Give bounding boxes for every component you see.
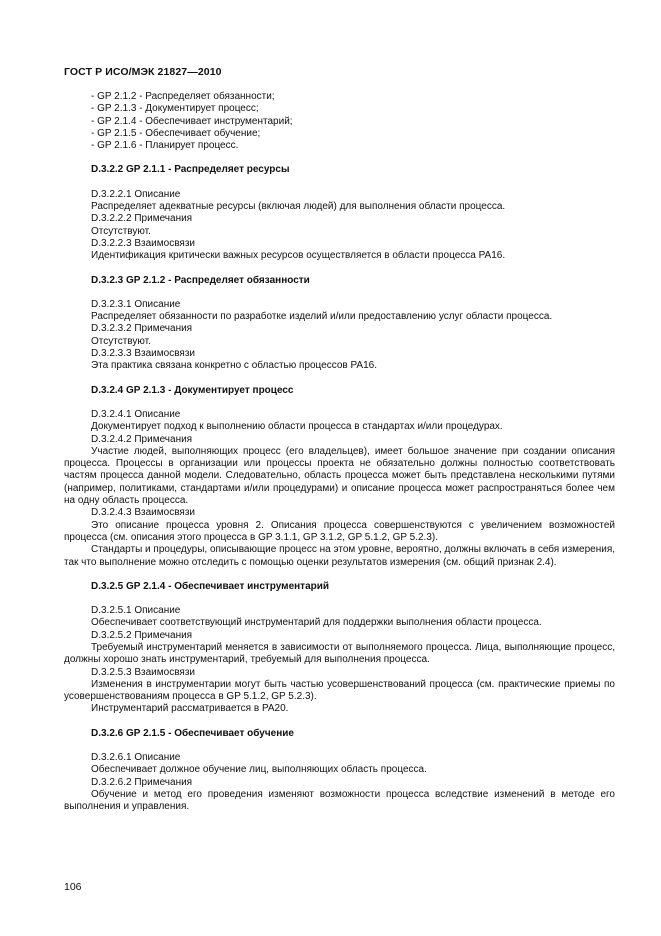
page-body bbox=[64, 91, 615, 814]
paragraph: Обучение и метод его проведения изменяют возможности процесса вследствие изменений в методе его выполнения и управления. bbox=[64, 788, 615, 813]
list-item: - GP 2.1.3 - Документирует процесс; bbox=[91, 103, 259, 115]
paragraph: Распределяет обязанности по разработке изделий и/или предоставлению услуг области процесса. bbox=[91, 311, 553, 323]
standard-header: ГОСТ Р ИСО/МЭК 21827—2010 bbox=[64, 66, 222, 78]
subsection-label: D.3.2.4.3 Взаимосвязи bbox=[91, 507, 195, 519]
section-heading: D.3.2.4 GP 2.1.3 - Документирует процесс bbox=[91, 384, 294, 396]
subsection-label: D.3.2.5.2 Примечания bbox=[91, 629, 193, 641]
section-heading: D.3.2.3 GP 2.1.2 - Распределяет обязанности bbox=[91, 274, 310, 286]
paragraph: Обеспечивает должное обучение лиц, выполняющих область процесса. bbox=[91, 764, 427, 776]
paragraph: Изменения в инструментарии могут быть частью усовершенствований процесса (см. практические приемы по усовершенствованиям процесса в GP 5.1.2, GP 5.2.3). bbox=[64, 678, 615, 703]
section-heading: D.3.2.5 GP 2.1.4 - Обеспечивает инструментарий bbox=[91, 580, 330, 592]
subsection-label: D.3.2.3.3 Взаимосвязи bbox=[91, 348, 195, 360]
paragraph: Стандарты и процедуры, описывающие процесс на этом уровне, вероятно, должны включать в себя измерения, так что выполнение можно отследить с помощью оценки результатов измерения (см. общий признак 2.4). bbox=[64, 544, 616, 568]
section-d3225 bbox=[64, 569, 615, 716]
section-d3222 bbox=[64, 152, 615, 262]
generic-practice-list bbox=[64, 91, 615, 152]
paragraph: Требуемый инструментарий меняется в зависимости от выполняемого процесса. Лица, выполняющие процесс, должны хорошо знать инструментарий, требуемый для выполнения процесса. bbox=[64, 641, 615, 666]
subsection-label: D.3.2.4.2 Примечания bbox=[91, 433, 193, 445]
paragraph: Эта практика связана конкретно с областью процессов PA16. bbox=[91, 360, 377, 372]
page-number: 106 bbox=[64, 881, 82, 893]
paragraph: Идентификация критически важных ресурсов осуществляется в области процесса PA16. bbox=[91, 250, 506, 262]
section-d3224 bbox=[64, 373, 615, 569]
paragraph: Участие людей, выполняющих процесс (его владельцев), имеет большое значение при создании описания процесса. Процессы в организации или процессы проекта не обязательно должны полностью соответствовать частям процесса данной модели. Следовательно, область процесса может быть представлена несколькими путями (например, политиками, стандартами и/или процедурами) и описание процесса может распространяться более чем на одну область процесса. bbox=[64, 445, 615, 507]
subsection-label: D.3.2.3.1 Описание bbox=[91, 298, 181, 310]
subsection-label: D.3.2.6.2 Примечания bbox=[91, 776, 193, 788]
subsection-label: D.3.2.2.1 Описание bbox=[91, 188, 181, 200]
subsection-label: D.3.2.2.2 Примечания bbox=[91, 213, 193, 225]
subsection-label: D.3.2.6.1 Описание bbox=[91, 752, 181, 764]
list-item: - GP 2.1.6 - Планирует процесс. bbox=[91, 140, 239, 152]
section-d3223 bbox=[64, 263, 615, 373]
paragraph: Распределяет адекватные ресурсы (включая людей) для выполнения области процесса. bbox=[91, 201, 506, 213]
section-heading: D.3.2.6 GP 2.1.5 - Обеспечивает обучение bbox=[91, 727, 294, 739]
paragraph: Это описание процесса уровня 2. Описания процесса совершенствуются с увеличением возможностей процесса (см. описания этого процесса в GP 3.1.1, GP 3.1.2, GP 5.1.2, GP 5.2.3). bbox=[64, 519, 615, 543]
paragraph: Документирует подход к выполнению области процесса в стандартах и/или процедурах. bbox=[91, 421, 503, 433]
list-item: - GP 2.1.4 - Обеспечивает инструментарий; bbox=[91, 115, 293, 127]
list-item: - GP 2.1.5 - Обеспечивает обучение; bbox=[91, 127, 261, 139]
subsection-label: D.3.2.3.2 Примечания bbox=[91, 323, 193, 335]
paragraph: Отсутствуют. bbox=[91, 225, 151, 237]
subsection-label: D.3.2.5.1 Описание bbox=[91, 605, 181, 617]
paragraph: Отсутствуют. bbox=[91, 335, 151, 347]
subsection-label: D.3.2.4.1 Описание bbox=[91, 408, 181, 420]
subsection-label: D.3.2.2.3 Взаимосвязи bbox=[91, 237, 195, 249]
section-heading: D.3.2.2 GP 2.1.1 - Распределяет ресурсы bbox=[91, 164, 290, 176]
paragraph: Инструментарий рассматривается в PA20. bbox=[91, 703, 289, 715]
paragraph: Обеспечивает соответствующий инструментарий для поддержки выполнения области процесса. bbox=[91, 617, 542, 629]
subsection-label: D.3.2.5.3 Взаимосвязи bbox=[91, 666, 195, 678]
section-d3226 bbox=[64, 716, 615, 814]
list-item: - GP 2.1.2 - Распределяет обязанности; bbox=[91, 91, 275, 102]
